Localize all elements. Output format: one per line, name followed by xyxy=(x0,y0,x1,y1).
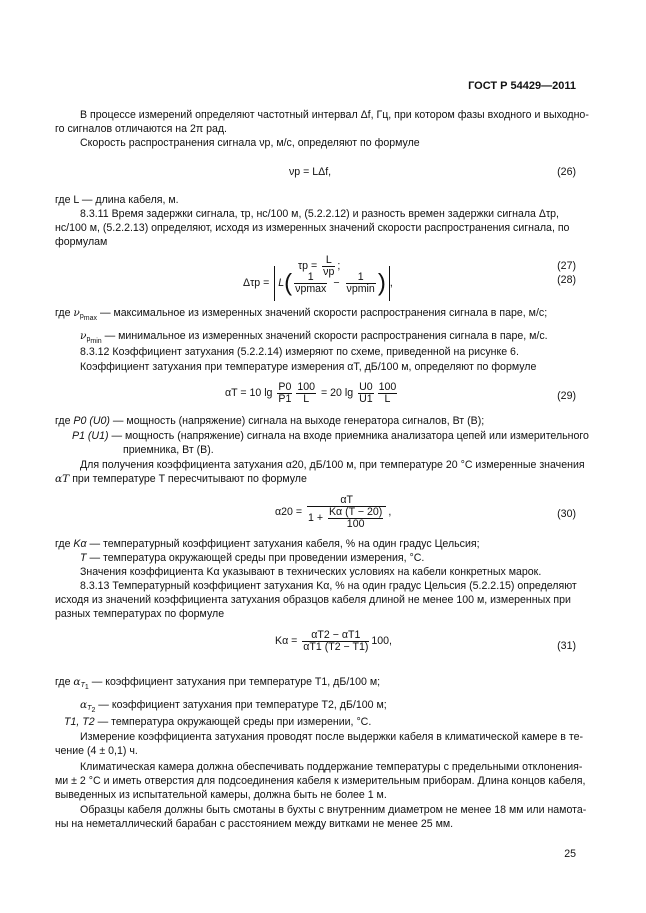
page-number: 25 xyxy=(564,848,576,860)
formula-30-inner-frac xyxy=(328,507,383,530)
formula-29-lhs: αT = 10 lg xyxy=(225,387,273,399)
where-p0: где P0 (U0) — мощность (напряжение) сигнала на выходе генератора сигналов, Вт (В); xyxy=(55,415,485,427)
paragraph-14: Значения коэффициента Kα указывают в технических условиях на кабели конкретных марок. xyxy=(80,566,542,578)
formula-31-tail: 100, xyxy=(371,635,392,647)
where-vp-min: $\nu_{p_{min}}$ — минимальное из измеренных значений скорости распространения сигнала в паре, м/с. xyxy=(80,330,548,345)
paragraph-4-line-1: 8.3.11 Время задержки сигнала, τр, нс/100 м, (5.2.2.12) и разность времен задержки сигнала Δτр, xyxy=(80,208,559,220)
where-p1: P1 (U1) — мощность (напряжение) сигнала на входе приемника анализатора цепей или измерительного xyxy=(72,430,589,442)
where-at2: $\alpha_{T_2}$ — коэффициент затухания при температуре T2, дБ/100 м; xyxy=(80,699,387,714)
formula-30-lhs: α20 = xyxy=(275,506,303,518)
formula-30-tail: , xyxy=(388,506,392,518)
formula-31-fraction xyxy=(302,630,369,653)
formula-28-den-1: νрmax xyxy=(295,283,327,295)
formula-29-frac-1 xyxy=(277,382,292,405)
paragraph-21-line-1: Образцы кабеля должны быть смотаны в бухты с внутренним диаметром не менее 18 мм или намота- xyxy=(80,804,587,816)
formula-28 xyxy=(243,266,393,301)
paragraph-11-line-1: Для получения коэффициента затухания α20, дБ/100 м, при температуре 20 °С измеренные значения xyxy=(80,459,585,471)
paragraph-19-line-1: Измерение коэффициента затухания проводят после выдержки кабеля в климатической камере в те- xyxy=(80,731,584,743)
where-ka: где Kα — температурный коэффициент затухания кабеля, % на один градус Цельсия; xyxy=(55,538,480,550)
formula-28-tail: , xyxy=(389,277,393,289)
formula-30-number: (30) xyxy=(557,508,576,520)
formula-29-Lb: L xyxy=(384,393,391,405)
formula-27-tail: ; xyxy=(337,260,341,272)
formula-28-number: (28) xyxy=(557,274,576,286)
where-at1: где $\alpha_{T_1}$ — коэффициент затухания при температуре T1, дБ/100 м; xyxy=(55,676,381,691)
formula-29-den-2: U1 xyxy=(359,393,373,405)
paragraph-3: где L — длина кабеля, м. xyxy=(55,194,179,206)
paragraph-8-3-12: 8.3.12 Коэффициент затухания (5.2.2.14) измеряют по схеме, приведенной на рисунке 6. xyxy=(80,346,519,358)
paragraph-1-line-1: В процессе измерений определяют частотный интервал Δf, Гц, при котором фазы входного и выходно- xyxy=(80,109,589,121)
formula-30-inner-num: Kα (T − 20) xyxy=(328,506,383,518)
formula-29-number: (29) xyxy=(557,390,576,402)
formula-30 xyxy=(275,495,391,530)
paragraph-15-line-3: разных температурах по формуле xyxy=(55,608,225,620)
formula-31 xyxy=(275,630,392,653)
formula-29-num-2: U0 xyxy=(359,381,373,393)
where-t1-t2: T1, T2 — температура окружающей среды при измерении, °С. xyxy=(64,716,372,728)
where-p1-line-2: приемника, Вт (В). xyxy=(123,444,214,456)
formula-27-number: (27) xyxy=(557,260,576,272)
formula-30-inner-den: 100 xyxy=(346,518,365,530)
formula-27-lhs: τр = xyxy=(298,260,318,272)
formula-27-numerator: L xyxy=(322,255,335,267)
paragraph-4-line-3: формулам xyxy=(55,236,108,248)
paragraph-20-line-2: ми ± 2 °С и иметь отверстия для подсоединения кабеля к измерительным приборам. Длина концов кабеля, xyxy=(55,775,586,787)
paragraph-20-line-1: Климатическая камера должна обеспечивать поддержание температуры с предельными отклонения- xyxy=(80,761,583,773)
formula-28-frac-2 xyxy=(346,272,376,295)
paragraph-19-line-2: чение (4 ± 0,1) ч. xyxy=(55,745,138,757)
formula-29-frac-2 xyxy=(358,382,374,405)
formula-29-num-1: P0 xyxy=(278,381,292,393)
formula-28-frac-1 xyxy=(294,272,327,295)
paragraph-20-line-3: выведенных из испытательной камеры, должна быть не более 1 м. xyxy=(55,789,387,801)
paragraph-4-line-2: нс/100 м, (5.2.2.13) определяют, исходя из измеренных значений скорости распространения сигнала, по xyxy=(55,222,570,234)
paragraph-1-line-2: го сигналов отличаются на 2π рад. xyxy=(55,123,227,135)
formula-26-number: (26) xyxy=(557,166,576,178)
formula-29-frac-100b xyxy=(378,382,398,405)
formula-29-100a: 100 xyxy=(297,381,316,393)
formula-28-minus: − xyxy=(333,277,340,289)
formula-29-mid: = 20 lg xyxy=(321,387,354,399)
standard-header: ГОСТ Р 54429—2011 xyxy=(468,80,576,92)
formula-28-num-2: 1 xyxy=(346,272,376,284)
formula-28-lhs: Δτр = xyxy=(243,277,270,289)
formula-31-lhs: Kα = xyxy=(275,635,298,647)
paragraph-2: Скорость распространения сигнала νр, м/с, определяют по формуле xyxy=(80,137,420,149)
formula-30-fraction xyxy=(307,495,386,530)
formula-31-number: (31) xyxy=(557,640,576,652)
paragraph-15-line-1: 8.3.13 Температурный коэффициент затухания Kα, % на один градус Цельсия (5.2.2.15) определяют xyxy=(80,580,577,592)
formula-29-100b: 100 xyxy=(378,381,397,393)
paragraph-11-line-2: αT при температуре T пересчитывают по формуле xyxy=(55,473,307,485)
formula-28-num-1: 1 xyxy=(294,272,327,284)
formula-29-frac-100a xyxy=(296,382,316,405)
formula-29-den-1: P1 xyxy=(278,393,292,405)
formula-28-abs: L( $\frac{1}{\nu р\max}$ − $\frac{1}{\nu р\min}$ ) xyxy=(274,266,390,301)
formula-31-denominator: αT1 (T2 − T1) xyxy=(303,641,369,653)
formula-26: νр = LΔf, xyxy=(289,166,332,178)
where-vp-max: где $\nu_{p_{max}}$ — максимальное из измеренных значений скорости распространения сигнала в паре, м/с; xyxy=(55,307,548,322)
formula-30-denominator: 1 + $\frac{K\alpha (T - 20)}{100}$ xyxy=(308,506,383,530)
paragraph-15-line-2: исходя из значений коэффициента затухания образцов кабеля длиной не менее 100 м, измеренных при xyxy=(55,594,571,606)
formula-29 xyxy=(225,382,399,405)
formula-28-den-2: νрmin xyxy=(346,283,375,295)
where-t: T — температура окружающей среды при проведении измерения, °С. xyxy=(80,552,425,564)
formula-31-numerator: αT2 − αT1 xyxy=(302,630,369,642)
formula-30-numerator: αT xyxy=(307,495,386,507)
paragraph-8: Коэффициент затухания при температуре измерения αT, дБ/100 м, определяют по формуле xyxy=(80,361,537,373)
paragraph-21-line-2: ны на неметаллический барабан с расстоянием между витками не менее 25 мм. xyxy=(55,818,454,830)
formula-27-denominator: νр xyxy=(323,266,335,278)
formula-29-La: L xyxy=(303,393,310,405)
